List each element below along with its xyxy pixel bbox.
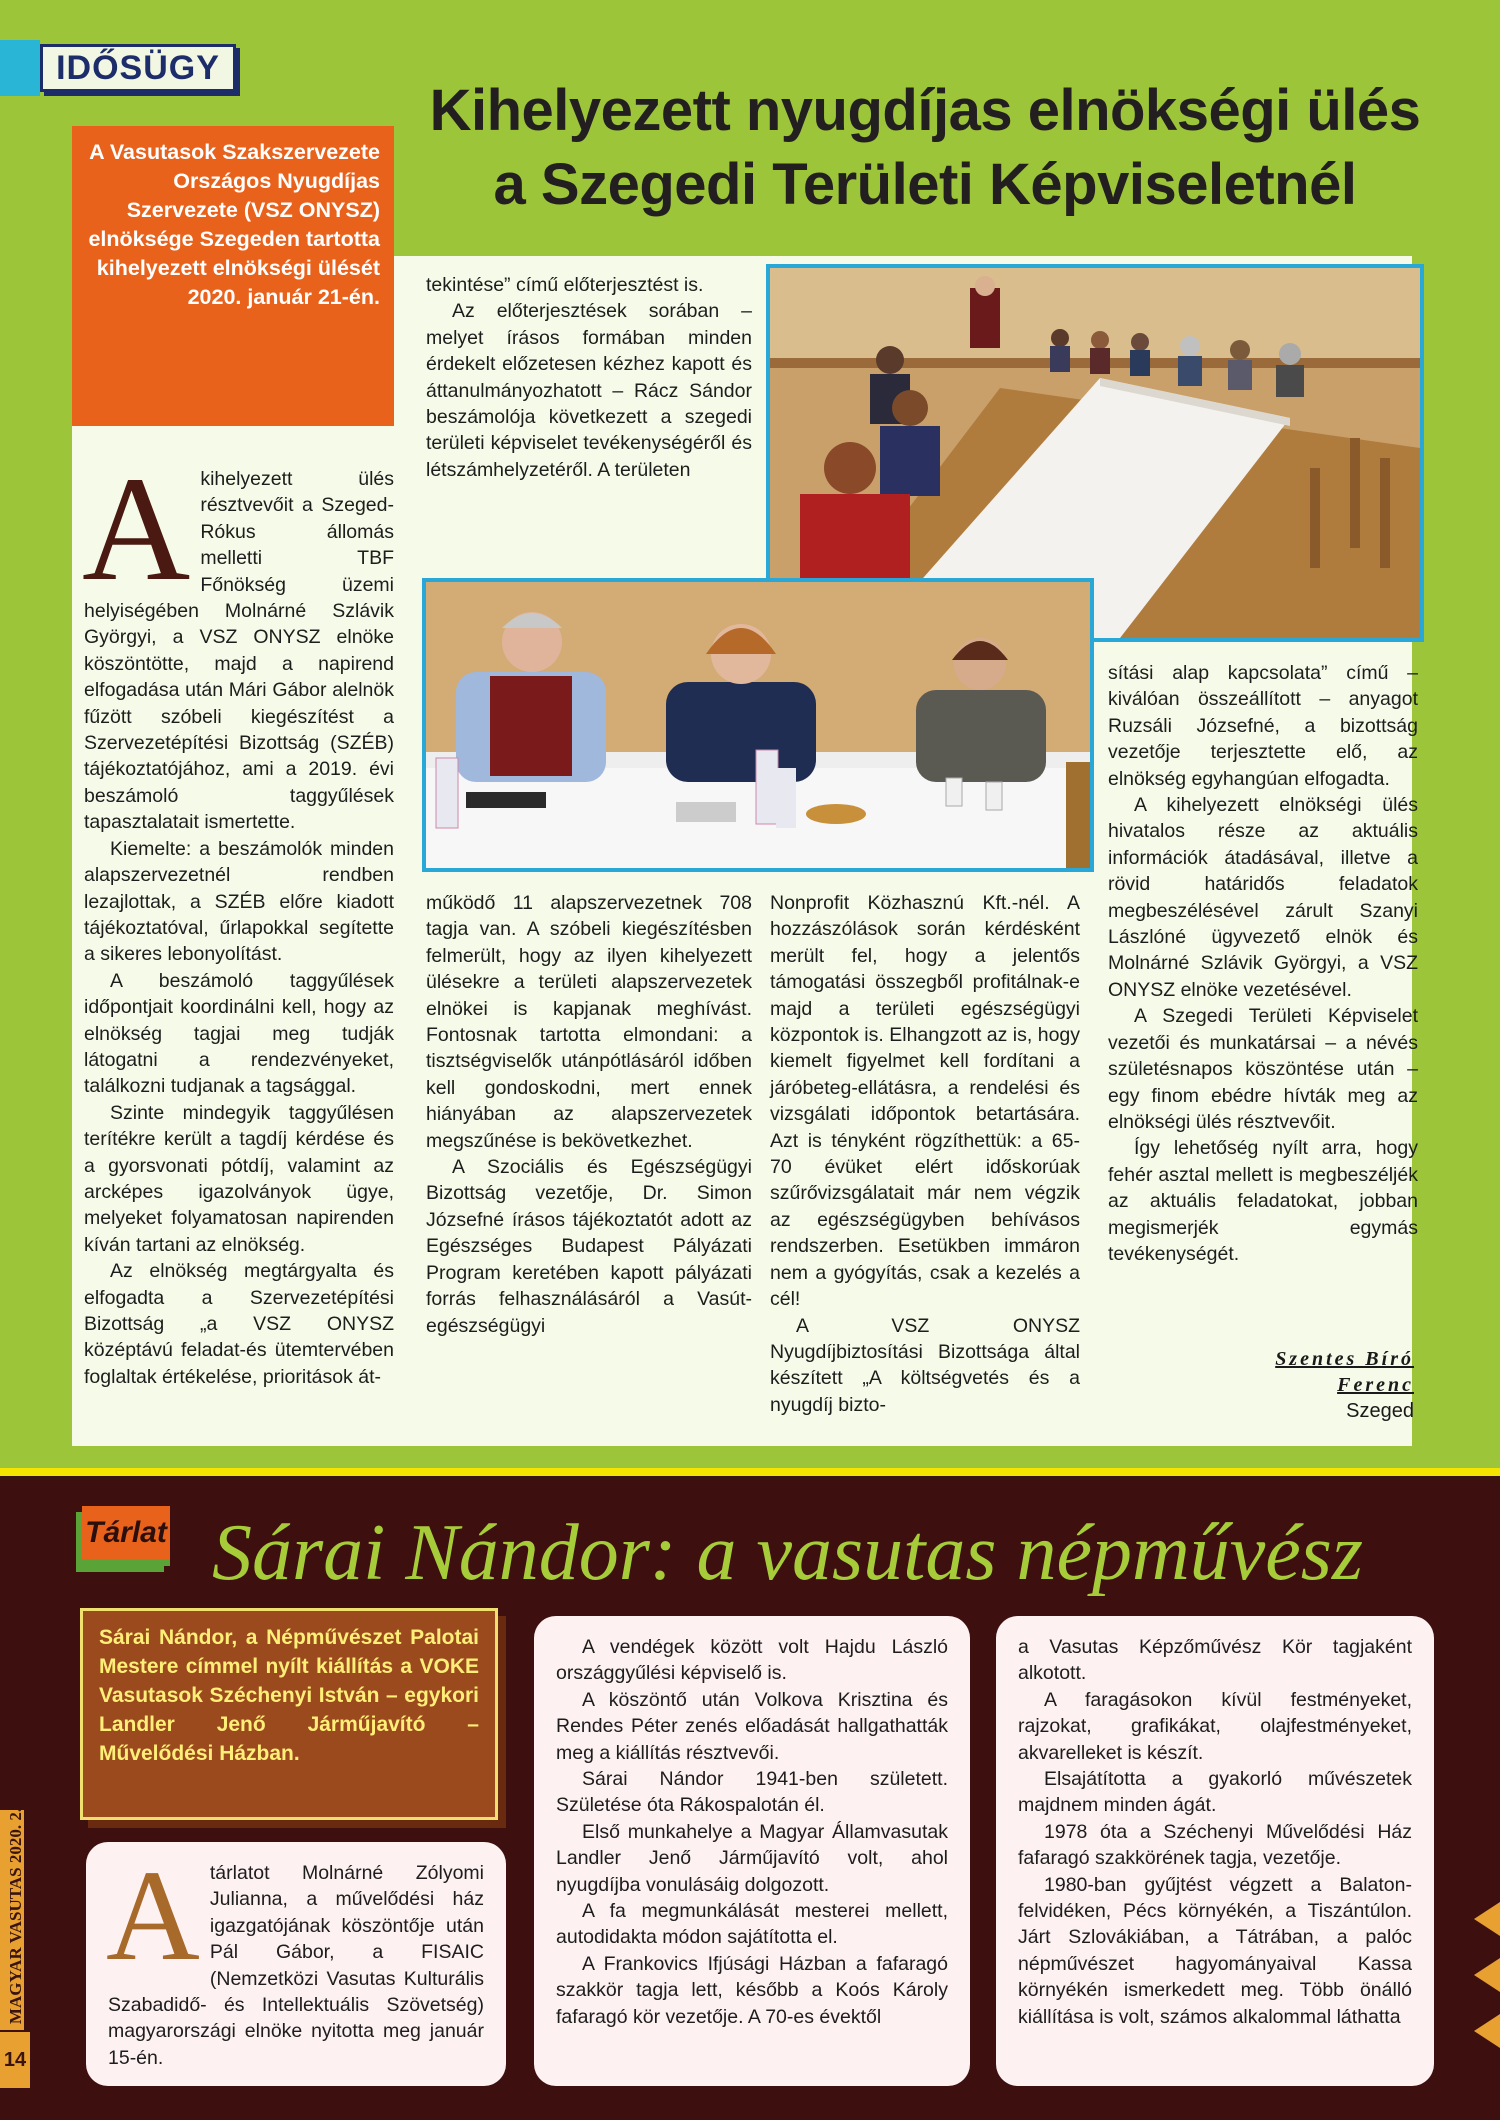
paragraph: A fa megmunkálását mesterei mellett, autodidakta módon sajátította el. — [556, 1900, 948, 1949]
paragraph: Így lehetőség nyílt arra, hogy fehér asztal mellett is megbeszéljék az aktuális feladatokat, jobban megismerjék egymás tevékenységét. — [1108, 1137, 1418, 1265]
bottom-lead-text: Sárai Nándor, a Népművészet Palotai Mestere címmel nyílt kiállítás a VOKE Vasutasok Széchenyi István – egykori Landler Jenő Járműjavító – Művelődési Házban. — [99, 1626, 479, 1765]
author-name-2: Ferenc — [1337, 1374, 1414, 1396]
paragraph: Az előterjesztések sorában – melyet írásos formában minden érdekelt előzetesen kézhez kapott és áttanulmányozhatott – Rácz Sándor beszámolója következett a szegedi területi képviselet tevékenységéről és létszámhelyzetéről. A területen — [426, 300, 752, 481]
article-headline — [380, 74, 1470, 222]
bottom-lead-box — [80, 1608, 498, 1820]
tarlat-tag-text: Tárlat — [85, 1516, 167, 1549]
text-card-2 — [534, 1616, 970, 2086]
officials-photo — [422, 578, 1094, 872]
paragraph: Elsajátította a gyakorló művészetek majdnem minden ágát. — [1018, 1768, 1412, 1817]
dropcap-letter: A — [82, 446, 191, 612]
paragraph: Az elnökség megtárgyalta és elfogadta a Szervezetépítési Bizottság „a VSZ ONYSZ középtávú feladat-és ütemtervében foglaltak értékelése, prioritások át- — [84, 1260, 394, 1388]
decorative-arrow — [1474, 1902, 1500, 1936]
section-accent-strip — [0, 40, 40, 96]
tarlat-tag — [82, 1506, 170, 1566]
paragraph: Kiemelte: a beszámolók minden alapszervezetnél rendben lezajlottak, a SZÉB előre kiadott tájékoztatóval, űrlapokkal segítette a sikeres lebonyolítást. — [84, 837, 394, 966]
dropcap-letter: A — [106, 1844, 200, 1988]
paragraph: sítási alap kapcsolata” című – kiválóan összeállított – anyagot Ruzsáli Józsefné, a bizottság vezetője terjesztette elő, az elnökség egyhangúan elfogadta. — [1108, 662, 1418, 790]
headline-line-1: Kihelyezett nyugdíjas elnökségi ülés — [429, 78, 1421, 143]
article-column-3 — [770, 890, 1080, 1418]
byline — [1275, 1346, 1414, 1424]
paragraph: 1980-ban gyűjtést végzett a Balaton-felvidéken, Pécs környékén, a Tiszántúlon. Járt Szlovákiában, a Tátrában, a palóc népművészet hagyományaival Kassa környékén ismerkedett meg. Több önálló kiállítása is volt, számos alkalommal láthatta — [1018, 1873, 1412, 2028]
section-divider — [0, 1468, 1500, 1476]
article-column-4 — [1108, 660, 1418, 1267]
paragraph: A Szociális és Egészségügyi Bizottság vezetője, Dr. Simon Józsefné írásos tájékoztatót adott az Egészséges Budapest Pályázati Program keretében kapott pályázati forrás felhasználásáról a Vasút-egészségügyi — [426, 1156, 752, 1337]
bottom-headline: Sárai Nándor: a vasutas népművész — [212, 1509, 1364, 1597]
paragraph: Nonprofit Közhasznú Kft.-nél. A hozzászólások során kérdésként merült fel, hogy a jelentős támogatási összegből profitálnak-e majd a területi egészségügyi központok is. Elhangzott az is, hogy kiemelt figyelmet kell fordítani a járóbeteg-ellátásra, a rendelési és vizsgálati időpontok betartására. Azt is tényként rögzíthettük: a 65-70 évüket elért időskorúak szűrővizsgálatait már nem végzik az egészségügyben behívásos rendszerben. Esetükben immáron nem a gyógyítás, csak a kezelés a cél! — [770, 892, 1081, 1311]
paragraph: A kihelyezett elnökségi ülés hivatalos része az aktuális információk átadásával, illetve a rövid határidős feladatok megbeszélésével zárult Szanyi Lászlóné ügyvezető elnök és Molnárné Szlávik Györgyi, a VSZ ONYSZ elnöke vezetésével. — [1108, 794, 1418, 1001]
paragraph: A Szegedi Területi Képviselet vezetői és munkatársai – a névés születésnapos köszöntése után – egy finom ebédre hívták meg az elnökségi ülés résztvevőit. — [1108, 1005, 1418, 1133]
paragraph: a Vasutas Képzőművész Kör tagjaként alkotott. — [1018, 1636, 1412, 1685]
paragraph: 1978 óta a Széchenyi Művelődési Ház fafaragó szakkörének tagja, vezetője. — [1018, 1820, 1412, 1870]
lead-box — [72, 126, 394, 426]
officials-image — [426, 582, 1090, 868]
paragraph: tárlatot Molnárné Zólyomi Julianna, a művelődési ház igazgatójának köszöntője után Pál Gábor, a FISAIC (Nemzetközi Vasutas Kulturális Szabadidő- és Intellektuális Szövetség) magyarországi elnöke nyitotta meg január 15-én. — [108, 1862, 484, 2069]
page-number: 14 — [0, 2032, 30, 2088]
section-label-text: IDŐSÜGY — [56, 49, 220, 87]
issue-number: 2020. 2. — [6, 1807, 25, 1864]
article-column-2-top — [426, 272, 752, 483]
author-city: Szeged — [1346, 1400, 1414, 1422]
section-label — [40, 44, 236, 92]
article-column-1 — [82, 446, 394, 1390]
lead-text: A Vasutasok Szakszervezete Országos Nyugdíjas Szervezete (VSZ ONYSZ) elnöksége Szegeden tartotta kihelyezett elnökségi ülését 2020. január 21-én. — [88, 140, 380, 309]
headline-line-2: a Szegedi Területi Képviseletnél — [493, 152, 1357, 217]
paragraph: A beszámoló taggyűlések időpontjait koordinálni kell, hogy az elnökség tagjai meg tudják látogatni a rendezvényeket, találkozni tudjanak a tagsággal. — [84, 969, 394, 1098]
paragraph: A faragásokon kívül festményeket, rajzokat, grafikákat, olajfestményeket, akvarelleket is készít. — [1018, 1688, 1412, 1764]
paragraph: A Frankovics Ifjúsági Házban a fafaragó szakkör tagja lett, később a Koós Károly fafaragó kör vezetője. A 70-es évektől — [556, 1952, 948, 2028]
paragraph: tekintése” című előterjesztést is. — [426, 274, 704, 296]
text-card-1 — [86, 1842, 506, 2086]
author-name-1: Szentes Bíró — [1275, 1348, 1414, 1370]
decorative-arrow — [1474, 1958, 1500, 1992]
footer-magazine-issue — [6, 1806, 26, 2026]
text-card-3 — [996, 1616, 1434, 2086]
paragraph: kihelyezett ülés résztvevőit a Szeged-Rókus állomás melletti TBF Főnökség üzemi helyiségében Molnárné Szlávik Györgyi, a VSZ ONYSZ elnöke köszöntötte, majd a napirend elfogadása után Mári Gábor alelnök fűzött szóbeli kiegészítést a Szervezetépítési Bizottság (SZÉB) tájékoztatójához, ami a 2019. évi beszámoló taggyűlések tapasztalatait ismertette. — [84, 468, 394, 834]
paragraph: A VSZ ONYSZ Nyugdíjbiztosítási Bizottsága által készített „A költségvetés és a nyugdíj bizto- — [770, 1314, 1080, 1416]
paragraph: Első munkahelye a Magyar Államvasutak Landler Jenő Járműjavító volt, ahol nyugdíjba vonulásáig dolgozott. — [556, 1820, 948, 1896]
paragraph: A köszöntő után Volkova Krisztina és Rendes Péter zenés előadását hallgathatták meg a kiállítás résztvevői. — [556, 1688, 948, 1764]
paragraph: A vendégek között volt Hajdu László országgyűlési képviselő is. — [556, 1636, 948, 1685]
paragraph: Szinte mindegyik taggyűlésen terítékre került a tagdíj kérdése és a gyorsvonati pótdíj, valamint az arcképes igazolványok ügye, melyeket folyamatosan napirenden kíván tartani az elnökség. — [84, 1101, 394, 1256]
article-column-2-bottom — [426, 890, 752, 1339]
paragraph: Sárai Nándor 1941-ben született. Születése óta Rákospalotán él. — [556, 1768, 948, 1817]
paragraph: működő 11 alapszervezetnek 708 tagja van. A szóbeli kiegészítésben felmerült, hogy az ilyen kihelyezett ülésekre a területi alapszervezetek elnökei is kapjanak meghívást. Fontosnak tartotta elmondani: a tisztségviselők utánpótlásáról időben kell gondoskodni, mert ennek hiányában az alapszervezetek megszűnése is bekövetkezhet. — [426, 892, 752, 1152]
magazine-name: MAGYAR VASUTAS — [6, 1867, 25, 2025]
decorative-arrow — [1474, 2014, 1500, 2048]
